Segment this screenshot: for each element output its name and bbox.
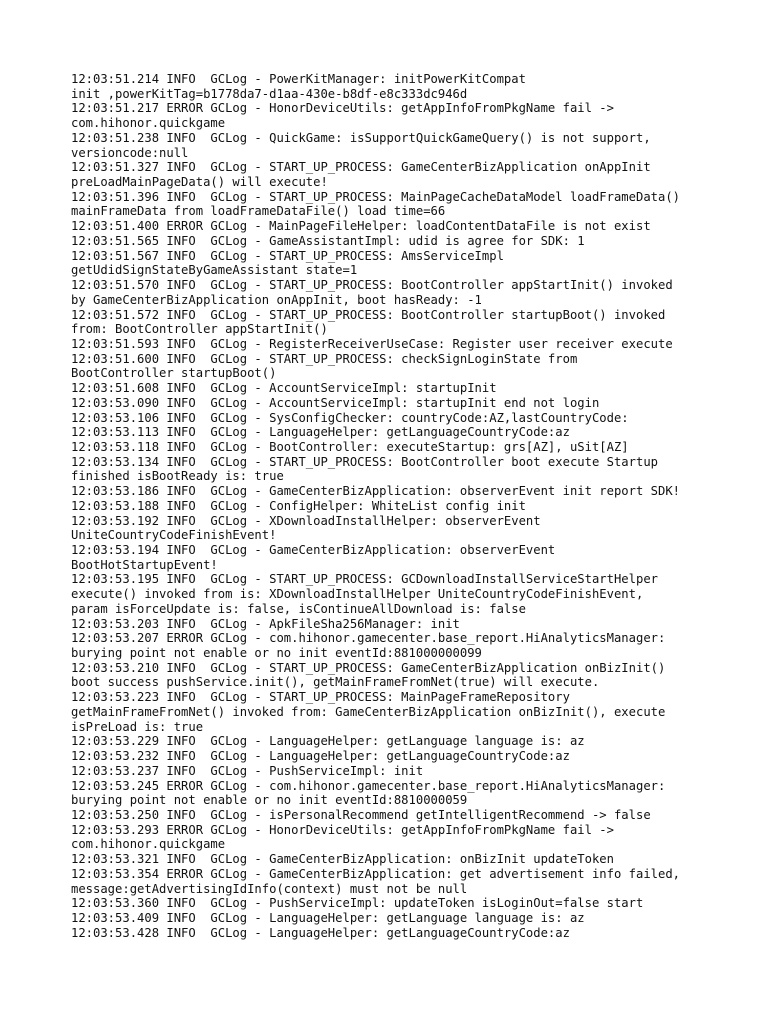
log-line: 12:03:53.360 INFO GCLog - PushServiceImpl: updateToken isLoginOut=false start bbox=[71, 896, 644, 911]
log-line: 12:03:51.572 INFO GCLog - START_UP_PROCESS: BootController startupBoot() invoked bbox=[71, 307, 666, 322]
log-line: by GameCenterBizApplication onAppInit, boot hasReady: -1 bbox=[71, 292, 482, 307]
log-line: 12:03:51.327 INFO GCLog - START_UP_PROCESS: GameCenterBizApplication onAppInit bbox=[71, 160, 651, 175]
log-line: 12:03:53.113 INFO GCLog - LanguageHelper: getLanguageCountryCode:az bbox=[71, 425, 570, 440]
log-line: 12:03:51.396 INFO GCLog - START_UP_PROCESS: MainPageCacheDataModel loadFrameData() bbox=[71, 189, 681, 204]
log-line: com.hihonor.quickgame bbox=[71, 837, 226, 852]
log-line: UniteCountryCodeFinishEvent! bbox=[71, 528, 277, 543]
log-line: BootHotStartupEvent! bbox=[71, 557, 218, 572]
log-line: mainFrameData from loadFrameDataFile() load time=66 bbox=[71, 204, 446, 219]
log-line: 12:03:53.203 INFO GCLog - ApkFileSha256Manager: init bbox=[71, 616, 460, 631]
log-line: 12:03:53.232 INFO GCLog - LanguageHelper: getLanguageCountryCode:az bbox=[71, 749, 570, 764]
log-line: init ,powerKitTag=b1778da7-d1aa-430e-b8df-e8c333dc946d bbox=[71, 86, 468, 101]
log-line: 12:03:53.250 INFO GCLog - isPersonalRecommend getIntelligentRecommend -> false bbox=[71, 807, 651, 822]
log-line: execute() invoked from is: XDownloadInstallHelper UniteCountryCodeFinishEvent, bbox=[71, 587, 644, 602]
log-line: 12:03:53.237 INFO GCLog - PushServiceImpl: init bbox=[71, 763, 424, 778]
log-line: 12:03:53.186 INFO GCLog - GameCenterBizApplication: observerEvent init report SDK! bbox=[71, 484, 681, 499]
log-line: boot success pushService.init(), getMainFrameFromNet(true) will execute. bbox=[71, 675, 600, 690]
log-line: 12:03:51.593 INFO GCLog - RegisterReceiverUseCase: Register user receiver execute bbox=[71, 336, 673, 351]
log-line: 12:03:53.090 INFO GCLog - AccountServiceImpl: startupInit end not login bbox=[71, 395, 600, 410]
log-line: 12:03:53.106 INFO GCLog - SysConfigChecker: countryCode:AZ,lastCountryCode: bbox=[71, 410, 629, 425]
log-line: message:getAdvertisingIdInfo(context) must not be null bbox=[71, 881, 468, 896]
log-line: 12:03:51.600 INFO GCLog - START_UP_PROCESS: checkSignLoginState from bbox=[71, 351, 578, 366]
log-line: getUdidSignStateByGameAssistant state=1 bbox=[71, 263, 358, 278]
log-line: 12:03:51.214 INFO GCLog - PowerKitManager: initPowerKitCompat bbox=[71, 72, 526, 86]
log-line: 12:03:53.293 ERROR GCLog - HonorDeviceUtils: getAppInfoFromPkgName fail -> bbox=[71, 822, 614, 837]
log-line: 12:03:53.245 ERROR GCLog - com.hihonor.gamecenter.base_report.HiAnalyticsManager: bbox=[71, 778, 666, 793]
log-line: isPreLoad is: true bbox=[71, 719, 204, 734]
log-line: 12:03:51.567 INFO GCLog - START_UP_PROCESS: AmsServiceImpl bbox=[71, 248, 504, 263]
log-line: 12:03:53.409 INFO GCLog - LanguageHelper: getLanguage language is: az bbox=[71, 910, 585, 925]
log-line: from: BootController appStartInit() bbox=[71, 322, 328, 337]
log-line: 12:03:51.570 INFO GCLog - START_UP_PROCESS: BootController appStartInit() invoked bbox=[71, 278, 673, 293]
log-line: 12:03:53.223 INFO GCLog - START_UP_PROCESS: MainPageFrameRepository bbox=[71, 690, 570, 705]
log-line: versioncode:null bbox=[71, 145, 189, 160]
log-line: 12:03:51.400 ERROR GCLog - MainPageFileHelper: loadContentDataFile is not exist bbox=[71, 219, 651, 234]
log-line: 12:03:51.565 INFO GCLog - GameAssistantImpl: udid is agree for SDK: 1 bbox=[71, 233, 585, 248]
log-line: 12:03:53.321 INFO GCLog - GameCenterBizApplication: onBizInit updateToken bbox=[71, 852, 614, 867]
log-text-block bbox=[71, 72, 721, 940]
log-line: 12:03:51.608 INFO GCLog - AccountServiceImpl: startupInit bbox=[71, 381, 497, 396]
log-line: preLoadMainPageData() will execute! bbox=[71, 175, 328, 190]
log-line: 12:03:53.194 INFO GCLog - GameCenterBizApplication: observerEvent bbox=[71, 543, 556, 557]
log-line: 12:03:53.188 INFO GCLog - ConfigHelper: WhiteList config init bbox=[71, 498, 526, 513]
log-line: 12:03:53.229 INFO GCLog - LanguageHelper: getLanguage language is: az bbox=[71, 734, 585, 749]
log-line: 12:03:53.134 INFO GCLog - START_UP_PROCESS: BootController boot execute Startup bbox=[71, 454, 658, 469]
log-line: burying point not enable or no init eventId:881000000099 bbox=[71, 646, 482, 661]
log-line: BootController startupBoot() bbox=[71, 366, 277, 381]
log-line: 12:03:51.217 ERROR GCLog - HonorDeviceUtils: getAppInfoFromPkgName fail -> bbox=[71, 101, 614, 116]
log-line: param isForceUpdate is: false, isContinueAllDownload is: false bbox=[71, 601, 526, 616]
log-line: 12:03:53.354 ERROR GCLog - GameCenterBizApplication: get advertisement info failed, bbox=[71, 866, 681, 881]
log-line: 12:03:53.428 INFO GCLog - LanguageHelper: getLanguageCountryCode:az bbox=[71, 925, 570, 940]
log-line: 12:03:53.210 INFO GCLog - START_UP_PROCESS: GameCenterBizApplication onBizInit() bbox=[71, 660, 666, 675]
log-line: 12:03:53.118 INFO GCLog - BootController: executeStartup: grs[AZ], uSit[AZ] bbox=[71, 439, 629, 454]
log-line: com.hihonor.quickgame bbox=[71, 116, 226, 131]
log-line: 12:03:53.195 INFO GCLog - START_UP_PROCESS: GCDownloadInstallServiceStartHelper bbox=[71, 572, 658, 587]
log-line: burying point not enable or no init eventId:8810000059 bbox=[71, 793, 468, 808]
log-line: getMainFrameFromNet() invoked from: GameCenterBizApplication onBizInit(), execute bbox=[71, 704, 666, 719]
log-line: finished isBootReady is: true bbox=[71, 469, 284, 484]
log-line: 12:03:51.238 INFO GCLog - QuickGame: isSupportQuickGameQuery() is not support, bbox=[71, 130, 651, 145]
log-line: 12:03:53.207 ERROR GCLog - com.hihonor.gamecenter.base_report.HiAnalyticsManager: bbox=[71, 631, 666, 646]
log-line: 12:03:53.192 INFO GCLog - XDownloadInstallHelper: observerEvent bbox=[71, 513, 541, 528]
